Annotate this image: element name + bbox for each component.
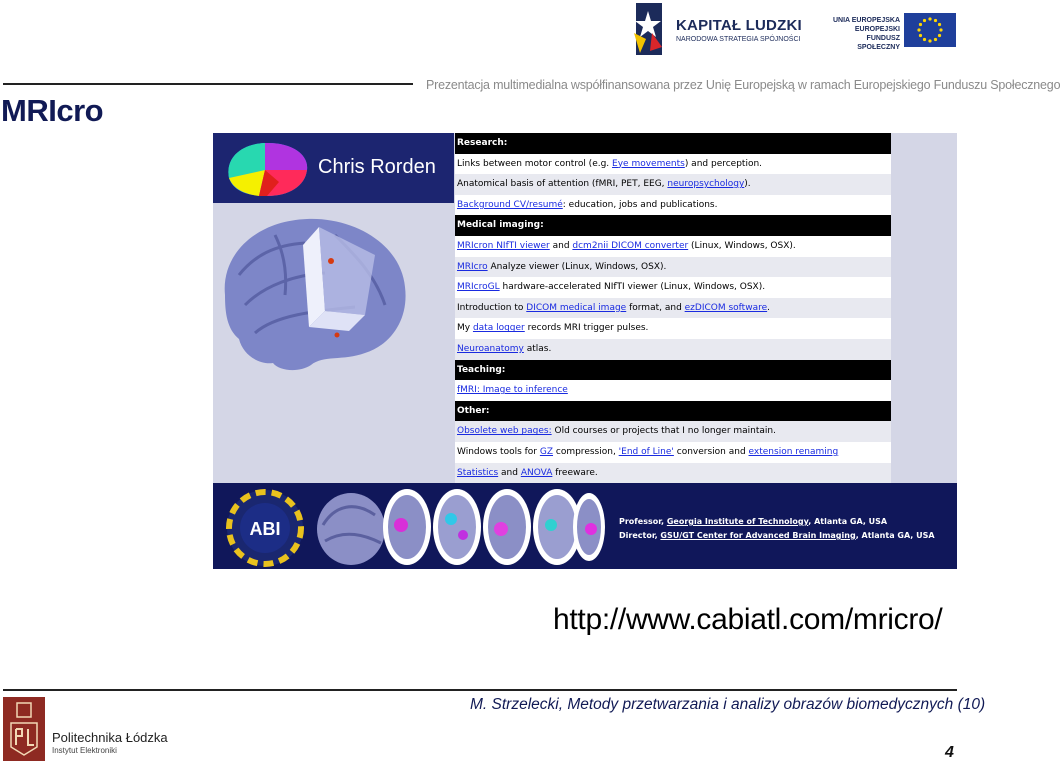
- row-text: compression,: [553, 447, 619, 457]
- footer-rule: [3, 689, 957, 691]
- link-row: [455, 298, 891, 319]
- row-text: freeware.: [552, 467, 598, 478]
- site-link[interactable]: ezDICOM software: [684, 302, 768, 313]
- footer-link[interactable]: Georgia Institute of Technology: [666, 517, 809, 526]
- row-text: atlas.: [523, 344, 552, 354]
- header-rule: [3, 83, 413, 85]
- colored-brain-logo-icon: [219, 138, 315, 200]
- eu-star-icon: [934, 38, 937, 41]
- row-text: Introduction to: [457, 302, 527, 313]
- abi-label: ABI: [249, 519, 281, 539]
- section-header: [455, 215, 891, 236]
- eu-logo: [826, 12, 958, 52]
- eu-star-icon: [917, 28, 920, 31]
- row-text: and: [549, 241, 573, 251]
- row-text: : education, jobs and publications.: [562, 199, 718, 210]
- eu-star-icon: [939, 28, 942, 31]
- footer-text: , Atlanta GA, USA: [808, 517, 888, 526]
- row-text: ) and perception.: [684, 158, 763, 169]
- link-row: [455, 318, 891, 339]
- link-row: [455, 174, 891, 195]
- row-text: format, and: [626, 302, 685, 313]
- site-link[interactable]: neuropsychology: [667, 179, 745, 190]
- eu-star-icon: [938, 23, 941, 26]
- site-link[interactable]: MRIcron NIfTI viewer: [457, 241, 550, 251]
- kapital-ludzki-title: KAPITAŁ LUDZKI: [676, 17, 802, 34]
- site-link[interactable]: ANOVA: [520, 467, 553, 478]
- eu-star-icon: [923, 38, 926, 41]
- row-text: and: [498, 467, 521, 478]
- row-text: (Linux, Windows, OSX).: [688, 241, 796, 251]
- site-link[interactable]: Background CV/resumé: [457, 199, 563, 210]
- site-link[interactable]: MRIcro: [457, 261, 488, 272]
- site-link[interactable]: Eye movements: [612, 158, 685, 169]
- footer-text: , Atlanta GA, USA: [855, 531, 935, 540]
- kapital-ludzki-subtitle: NARODOWA STRATEGIA SPÓJNOŚCI: [676, 36, 801, 43]
- site-banner: [213, 133, 454, 203]
- eu-star-icon: [919, 23, 922, 26]
- row-text: Old courses or projects that I no longer maintain.: [551, 426, 776, 437]
- section-title: Medical imaging:: [457, 220, 544, 231]
- site-left-panel: [213, 133, 454, 483]
- link-row: [455, 380, 891, 401]
- row-text: .: [767, 302, 771, 313]
- university-name: Politechnika Łódzka: [52, 730, 168, 745]
- site-link-table: [455, 133, 891, 483]
- site-link[interactable]: MRIcroGL: [457, 282, 500, 293]
- footer-text: Director,: [619, 531, 661, 540]
- section-title: Research:: [457, 138, 508, 148]
- link-row: [455, 463, 891, 484]
- eu-line-2: EUROPEJSKI: [854, 26, 900, 33]
- eu-star-icon: [938, 34, 941, 37]
- link-row: [455, 339, 891, 360]
- brain-slices-icon: [315, 485, 605, 569]
- footer-line-director: [619, 531, 935, 540]
- section-title: Other:: [457, 405, 490, 416]
- site-link[interactable]: Neuroanatomy: [457, 344, 524, 354]
- slide-title: MRIcro: [1, 93, 104, 128]
- site-author-name: Chris Rorden: [318, 156, 436, 178]
- eu-star-icon: [934, 19, 937, 22]
- row-text: My: [457, 323, 473, 334]
- link-row: [455, 236, 891, 257]
- abi-logo-icon: [225, 488, 305, 568]
- link-row: [455, 442, 891, 463]
- section-title: Teaching:: [457, 364, 506, 375]
- link-row: [455, 277, 891, 298]
- lecture-citation: M. Strzelecki, Metody przetwarzania i analizy obrazów biomedycznych (10): [470, 696, 986, 713]
- row-text: Links between motor control (e.g.: [457, 158, 613, 169]
- site-footer: [213, 483, 957, 569]
- footer-line-professor: [619, 517, 887, 526]
- site-link[interactable]: GZ: [539, 447, 554, 457]
- link-row: [455, 154, 891, 175]
- link-row: [455, 257, 891, 278]
- row-text: Windows tools for: [457, 447, 540, 457]
- row-text: conversion and: [673, 447, 749, 457]
- site-link[interactable]: extension renaming: [748, 447, 839, 457]
- kapital-ludzki-logo: [632, 3, 802, 55]
- page-number: 4: [945, 744, 954, 761]
- eu-star-icon: [923, 19, 926, 22]
- eu-line-3: FUNDUSZ SPOŁECZNY: [857, 35, 900, 51]
- website-screenshot: [213, 133, 957, 569]
- site-link[interactable]: dcm2nii DICOM converter: [572, 241, 689, 251]
- eu-flag-icon: [904, 13, 956, 47]
- link-row: [455, 195, 891, 216]
- eu-credit-text: Prezentacja multimedialna współfinansowana przez Unię Europejską w ramach Europejskiego Funduszu Społecznego: [426, 78, 1060, 92]
- eu-star-icon: [919, 34, 922, 37]
- star-emblem-icon: [632, 3, 664, 55]
- site-link[interactable]: data logger: [472, 323, 525, 334]
- section-header: [455, 133, 891, 154]
- row-text: ).: [744, 179, 751, 190]
- footer-link[interactable]: GSU/GT Center for Advanced Brain Imaging: [660, 531, 856, 540]
- row-text: Analyze viewer (Linux, Windows, OSX).: [487, 261, 667, 272]
- footer-text: Professor,: [619, 517, 667, 526]
- row-text: Anatomical basis of attention (fMRI, PET, EEG,: [457, 179, 668, 190]
- section-header: [455, 401, 891, 422]
- row-text: hardware-accelerated NIfTI viewer (Linux, Windows, OSX).: [499, 282, 766, 293]
- website-url[interactable]: http://www.cabiatl.com/mricro/: [553, 603, 943, 636]
- site-link[interactable]: DICOM medical image: [526, 302, 627, 313]
- eu-text: [826, 16, 900, 52]
- site-link[interactable]: Statistics: [457, 467, 499, 478]
- politechnika-lodzka-emblem-icon: [3, 697, 45, 761]
- brain-render-icon: [215, 215, 415, 375]
- section-header: [455, 360, 891, 381]
- site-link[interactable]: Obsolete web pages:: [457, 426, 552, 437]
- eu-line-1: UNIA EUROPEJSKA: [832, 17, 900, 24]
- link-row: [455, 421, 891, 442]
- eu-star-icon: [928, 39, 931, 42]
- site-link[interactable]: 'End of Line': [618, 447, 674, 457]
- institute-name: Instytut Elektroniki: [52, 746, 117, 755]
- site-link[interactable]: fMRI: Image to inference: [457, 385, 568, 396]
- row-text: records MRI trigger pulses.: [524, 323, 649, 334]
- eu-star-icon: [928, 17, 931, 20]
